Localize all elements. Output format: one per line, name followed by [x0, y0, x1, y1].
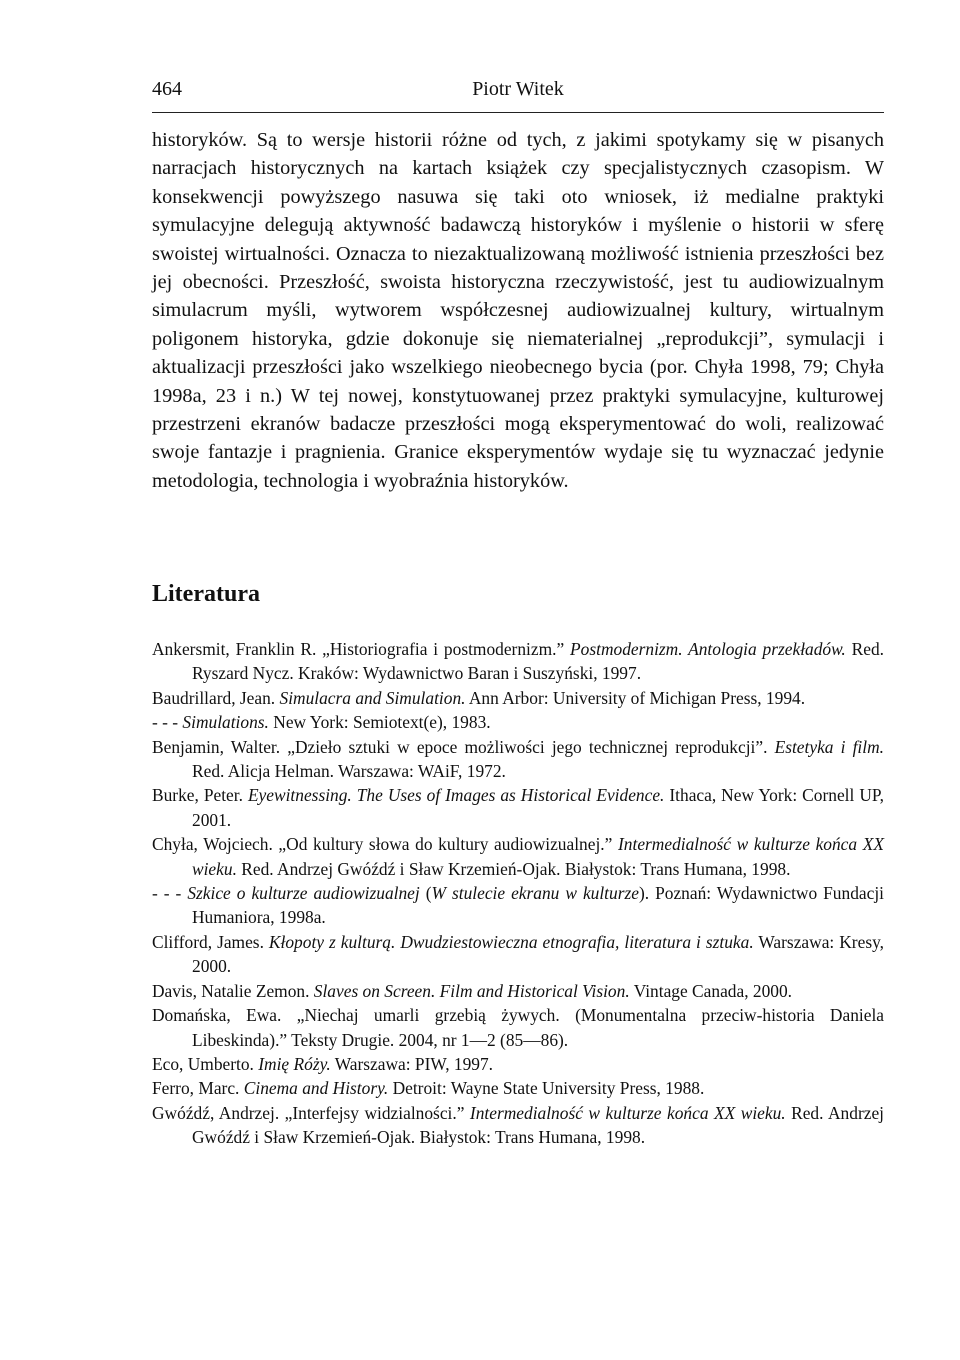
reference-title: Postmodernizm. Antologia przekładów.: [570, 639, 846, 659]
reference-title: Imię Róży.: [258, 1053, 331, 1074]
reference-text: Ann Arbor: University of Michigan Press, 1994.: [465, 687, 806, 708]
reference-entry: [152, 1076, 884, 1100]
reference-text: Domańska, Ewa. „Niechaj umarli grzebią żywych. (Monumentalna przeciw-historia Daniela Libeskinda).” Teksty Drugie. 2004, nr 1—2 (85—86).: [152, 1005, 884, 1050]
reference-entry: [152, 930, 884, 979]
header-rule: [152, 112, 884, 113]
reference-title: Intermedialność w kulturze końca XX wieku.: [469, 1102, 786, 1123]
reference-text: Red. Andrzej Gwóźdź i Sław Krzemień-Ojak. Białystok: Trans Humana, 1998.: [236, 858, 791, 879]
reference-entry: [152, 1003, 884, 1052]
page-header: [152, 78, 884, 108]
reference-text: Clifford, James.: [152, 931, 269, 952]
reference-text: Eco, Umberto.: [152, 1053, 259, 1074]
reference-entry: [152, 979, 884, 1003]
reference-text: Warszawa: Kresy, 2000.: [192, 931, 884, 977]
reference-entry: [152, 1052, 884, 1076]
reference-entry: [152, 832, 884, 881]
reference-text: Ferro, Marc.: [152, 1078, 244, 1099]
reference-text: Ankersmit, Franklin R. „Historiografia i postmodernizm.”: [152, 639, 571, 659]
reference-entry: [152, 686, 884, 710]
reference-text: Vintage Canada, 2000.: [629, 980, 793, 1001]
reference-title: Cinema and History.: [243, 1078, 389, 1099]
reference-text: Chyła, Wojciech. „Od kultury słowa do kultury audiowizualnej.”: [152, 834, 618, 855]
reference-text: Detroit: Wayne State University Press, 1988.: [388, 1078, 705, 1099]
reference-entry: [152, 735, 884, 784]
running-header-author: Piotr Witek: [472, 78, 564, 100]
reference-title: Kłopoty z kulturą. Dwudziestowieczna etnografia, literatura i sztuka.: [268, 931, 754, 952]
reference-entry: [152, 710, 884, 734]
reference-text: - - -: [152, 883, 188, 904]
section-heading: Literatura: [152, 581, 260, 607]
reference-text: Red. Andrzej Gwóźdź i Sław Krzemień-Ojak. Białystok: Trans Humana, 1998.: [192, 1102, 885, 1148]
reference-entry: [152, 881, 884, 930]
reference-title: Szkice o kulturze audiowizualnej: [187, 883, 420, 904]
reference-title: W stulecie ekranu w kulturze: [431, 883, 639, 904]
reference-text: Ithaca, New York: Cornell UP, 2001.: [192, 785, 884, 830]
reference-list: [152, 637, 884, 1150]
reference-title: Simulations.: [182, 712, 269, 733]
reference-text: New York: Semiotext(e), 1983.: [268, 712, 491, 733]
reference-title: Intermedialność w kulturze końca XX wieku.: [192, 834, 884, 879]
reference-text: ). Poznań: Wydawnictwo Fundacji Humaniora, 1998a.: [192, 883, 884, 928]
body-paragraph: historyków. Są to wersje historii różne od tych, z jakimi spotykamy się w pisanych narracjach historycznych na kartach książek czy specjalistycznych czasopism. W konsekwencji powyższego nasuwa się taki oto wniosek, iż medialne praktyki symulacyjne delegują aktywność badawczą historyków i myślenie o historii w sferę swoistej wirtualności. Oznacza to niezaktualizowaną możliwość istnienia przeszłości bez jej obecności. Przeszłość, swoista historyczna rzeczywistość, jest tu audiowizualnym simulacrum myśli, wytworem współczesnej audiowizualnej kultury, wirtualnym poligonem historyka, gdzie dokonuje się niematerialnej „reprodukcji”, symulacji i aktualizacji przeszłości jako wszelkiego nieobecnego bycia (por. Chyła 1998, 79; Chyła 1998a, 23 i n.) W tej nowej, konstytuowanej przez praktyki symulacyjne, kulturowej przestrzeni ekranów badacze przeszłości mogą eksperymentować do woli, realizować swoje fantazje i pragnienia. Granice eksperymentów wydaje się tu wyznaczać jedynie metodologia, technologia i wyobraźnia historyków.: [152, 129, 884, 492]
reference-text: (: [419, 883, 432, 904]
reference-title: Estetyka i film.: [774, 736, 884, 757]
reference-title: Simulacra and Simulation.: [279, 687, 466, 708]
reference-text: Davis, Natalie Zemon.: [152, 980, 314, 1001]
reference-title: Eyewitnessing. The Uses of Images as Historical Evidence.: [247, 785, 665, 806]
reference-title: Slaves on Screen. Film and Historical Vision.: [313, 980, 630, 1001]
document-page: [152, 0, 884, 1360]
reference-text: Red. Ryszard Nycz. Kraków: Wydawnictwo Baran i Suszyński, 1997.: [192, 639, 884, 684]
reference-text: Burke, Peter.: [152, 785, 248, 806]
reference-entry: [152, 637, 884, 686]
reference-text: Red. Alicja Helman. Warszawa: WAiF, 1972.: [192, 761, 506, 782]
reference-text: Benjamin, Walter. „Dzieło sztuki w epoce możliwości jego technicznej reprodukcji”.: [152, 736, 775, 757]
reference-text: Gwóźdź, Andrzej. „Interfejsy widzialności.”: [152, 1102, 470, 1123]
reference-text: Warszawa: PIW, 1997.: [330, 1053, 494, 1074]
reference-entry: [152, 1101, 884, 1150]
reference-text: - - -: [152, 712, 183, 733]
page-number: 464: [152, 78, 182, 100]
reference-text: Baudrillard, Jean.: [152, 687, 280, 708]
reference-entry: [152, 783, 884, 832]
